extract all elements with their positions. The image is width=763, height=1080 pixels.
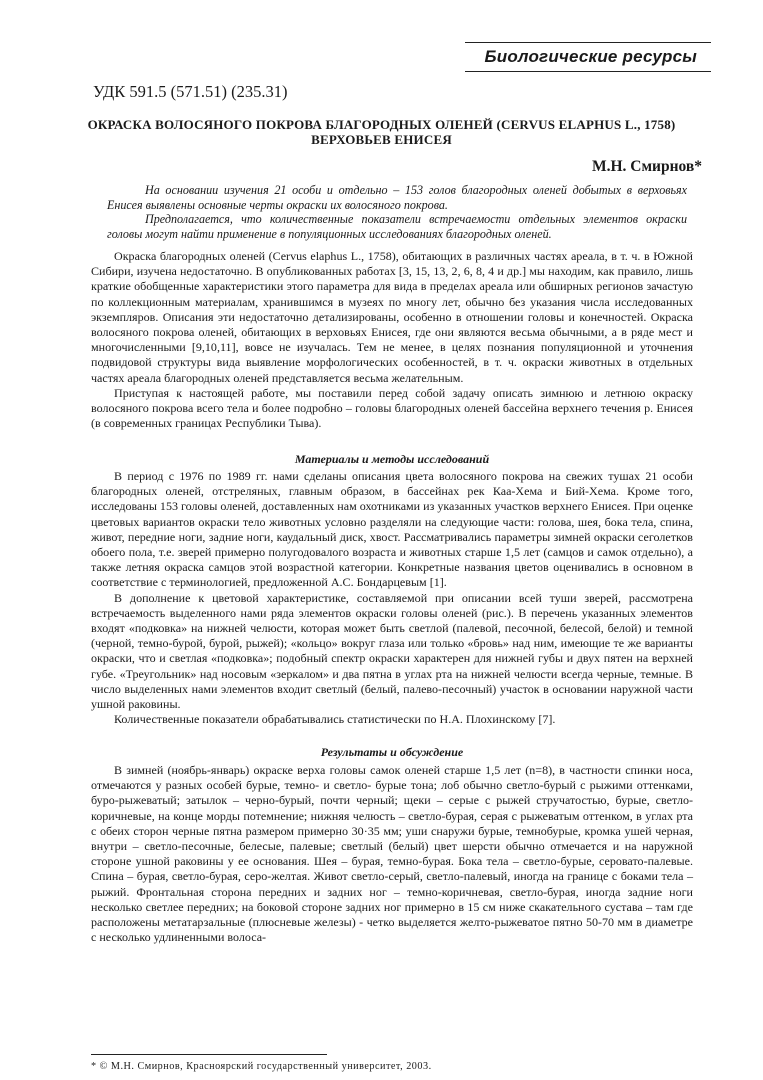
methods-section — [91, 469, 693, 727]
footnote-rule — [91, 1054, 327, 1055]
abstract-paragraph: На основании изучения 21 особи и отдельно – 153 голов благородных оленей добытых в верховьях Енисея выявлены основные черты окраски их волосяного покрова. — [107, 183, 687, 212]
udk-code: УДК 591.5 (571.51) (235.31) — [93, 82, 288, 101]
body-paragraph: В зимней (ноябрь-январь) окраске верха головы самок оленей старше 1,5 лет (n=8), в частности спинки носа, отмечаются у разных особей бурые, темно- и светло- бурые тона; лоб обычно светло-бурый с рыжими оттенками, буро-рыжеватый; затылок – черно-бурый, почти черный; щеки – серые с рыжей стручатостью, бурые, светло-коричневые, на конце морды потемнение; нижняя челюсть – светло-бурая, серая с рыжеватым оттенком, в углах рта с обеих сторон черные пятна размером примерно 30·35 мм; уши снаружи бурые, темнобурые, кромка ушей черная, внутри – светло-песочные, белесые, палевые; светлый (белый) цвет шерсти обычно отмечается и на наружной стороне ушной раковины у ее основания. Шея – бурая, темно-бурая. Бока тела – светло-бурые, серовато-палевые. Спина – бурая, светло-бурая, серо-желтая. Живот светло-серый, светло-палевый, иногда на границе с боками тела – рыжий. Фронтальная сторона передних и задних ног – темно-коричневая, светло-бурая, иногда задние ноги несколько светлее передних; на боковой стороне задних ног примерно в 15 см ниже скакательного сустава – там где расположены метатарзальные (плюсневые железы) - четко выделяется желто-рыжеватое пятно 50-70 мм в диаметре с несколько удлиненными волоса- — [91, 763, 693, 945]
body-paragraph: Приступая к настоящей работе, мы поставили перед собой задачу описать зимнюю и летнюю окраску волосяного покрова всего тела и более подробно – головы благородных оленей бассейна верхнего течения р. Енисея (в современных границах Республики Тыва). — [91, 385, 693, 431]
abstract — [107, 183, 687, 241]
footnote: * © М.Н. Смирнов, Красноярский государственный университет, 2003. — [91, 1061, 432, 1072]
title-line-1: ОКРАСКА ВОЛОСЯНОГО ПОКРОВА БЛАГОРОДНЫХ ОЛЕНЕЙ (CERVUS ELAPHUS L., 1758) — [87, 117, 676, 132]
intro-section — [91, 249, 693, 431]
body-paragraph: В период с 1976 по 1989 гг. нами сделаны описания цвета волосяного покрова на свежих тушах 21 особи благородных оленей, отстреляных, главным образом, в бассейнах рек Каа-Хема и Бий-Хема. Кроме того, исследованы 153 головы оленей, доставленных нам охотниками из указанных участков верхнего Енисея. При оценке цветовых вариантов окраски тело животных условно разделяли на следующие части: голова, шея, бока тела, спина, живот, передние ноги, задние ноги, каудальный диск, хвост. Рассматривались параметры зимней окраски сеголетков обоего пола, т.е. зверей примерно полугодовалого возраста и животных старше 1,5 лет (самцов и самок отдельно), а также летняя окраска самцов этой возрастной категории. Конкретные названия цветов оценивались в основном в соответствие с терминологией, предложенной А.С. Бондарцевым [1]. — [91, 469, 694, 590]
abstract-paragraph: Предполагается, что количественные показатели встречаемости отдельных элементов окраски головы могут найти применение в популяционных исследованиях благородных оленей. — [107, 212, 687, 241]
article-title — [70, 118, 693, 147]
results-heading: Результаты и обсуждение — [320, 745, 464, 759]
methods-heading: Материалы и методы исследований — [294, 452, 490, 466]
header-rule-bottom — [465, 71, 711, 72]
author-name: М.Н. Смирнов* — [591, 158, 702, 175]
journal-section-title: Биологические ресурсы — [484, 47, 697, 66]
results-section — [91, 763, 693, 945]
body-paragraph: Количественные показатели обрабатывались статистически по Н.А. Плохинскому [7]. — [114, 712, 556, 727]
title-line-2: ВЕРХОВЬЕВ ЕНИСЕЯ — [311, 131, 452, 147]
body-paragraph: В дополнение к цветовой характеристике, составляемой при описании всей туши зверей, рассмотрена встречаемость выделенного нами ряда элементов окраски головы оленей (рис.). В перечень указанных элементов входят «подковка» на нижней челюсти, которая может быть светлой (палевой, песочной, белесой, белой) и темной (черной, темно-бурой, бурой, рыжей); «кольцо» вокруг глаза или только «бровь» над ним, имеющие те же варианты окраски, что и светлая «подковка»; подобный спектр окраски характерен для нижней губы и двух пятен на верхней губе. «Треугольник» над носовым «зеркалом» и два пятна в углах рта на нижней челюсти всегда черные, темные. В число выделенных нами элементов входит светлый (белый, палево-песочный) участок в основании наружной части ушной раковины. — [91, 590, 693, 712]
header-rule-top — [465, 42, 711, 43]
body-paragraph: Окраска благородных оленей (Cervus elaphus L., 1758), обитающих в различных частях ареала, в т. ч. в Южной Сибири, изучена недостаточно. В опубликованных работах [3, 15, 13, 2, 6, 8, 4 и др.] мы находим, как правило, лишь краткие обобщенные характеристики этого параметра для вида в пределах ареала или обширных регионов зачастую по коллекционным материалам, хранившимся в музеях по многу лет, обычно без указания числа исследованных экземпляров. Описания эти недостаточно детализированы, особенно в отношении головы и конечностей. Окраска волосяного покрова оленей, обитающих в верховьях Енисея, где они являются весьма обычными, а в ряде мест и многочисленными [9,10,11], вовсе не изучалась. Тем не менее, в целях познания популяционной и уточнения подвидовой структуры вида выявление морфологических особенностей, в т. ч. окраски животных в отдельных частях ареала благородных оленей представляется весьма желательным. — [91, 249, 693, 385]
